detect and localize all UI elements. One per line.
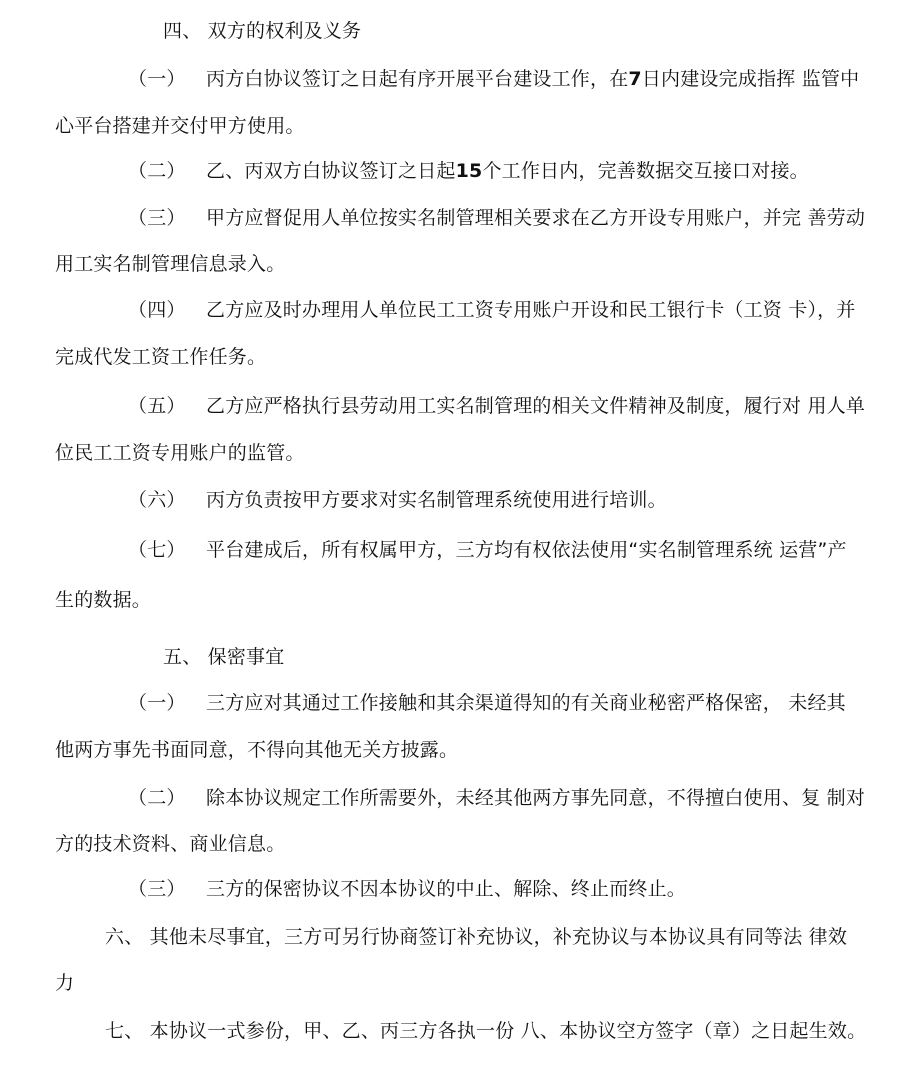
clause-number: （五） [128,395,186,417]
clause-5-1-line-2: 他两方事先书面同意，不得向其他无关方披露。 [55,739,459,761]
clause-number: （六） [128,489,186,511]
clause-4-1-line-2: 心平台搭建并交付甲方使用。 [55,115,305,137]
clause-4-7-line-1: （七） 平台建成后，所有权属甲方，三方均有权依法使用“实名制管理系统 运营”产 [128,539,847,561]
section-4-heading: 四、 双方的权利及义务 [163,20,362,42]
section-6-line-1: 六、 其他未尽事宜，三方可另行协商签订补充协议，补充协议与本协议具有同等法 律效 [105,926,848,948]
clause-number: （二） [128,787,186,809]
clause-number: （七） [128,539,186,561]
clause-4-2-line-1: （二） 乙、丙双方白协议签订之日起15个工作日内，完善数据交互接口对接。 [128,160,809,182]
clause-number: （四） [128,299,186,321]
section-7-line-1: 七、 本协议一式参份，甲、乙、丙三方各执一份 八、本协议空方签字（章）之日起生效。 [105,1020,867,1042]
clause-4-3-line-1: （三） 甲方应督促用人单位按实名制管理相关要求在乙方开设专用账户，并完 善劳动 [128,207,866,229]
clause-4-5-line-2: 位民工工资专用账户的监管。 [55,442,305,464]
section-5-heading: 五、 保密事宜 [163,646,285,668]
clause-4-6-line-1: （六） 丙方负责按甲方要求对实名制管理系统使用进行培训。 [128,489,667,511]
clause-4-7-line-2: 生的数据。 [55,589,152,611]
clause-number: （一） [128,68,186,90]
clause-number: （三） [128,878,186,900]
clause-4-5-line-1: （五） 乙方应严格执行县劳动用工实名制管理的相关文件精神及制度，履行对 用人单 [128,395,866,417]
clause-5-2-line-2: 方的技术资料、商业信息。 [55,833,286,855]
clause-number: （三） [128,207,186,229]
clause-5-3-line-1: （三） 三方的保密协议不因本协议的中止、解除、终止而终止。 [128,878,687,900]
clause-4-4-line-2: 完成代发工资工作任务。 [55,346,267,368]
clause-4-4-line-1: （四） 乙方应及时办理用人单位民工工资专用账户开设和民工银行卡（工资 卡），并 [128,299,856,321]
clause-4-1-line-1: （一） 丙方白协议签订之日起有序开展平台建设工作，在7日内建设完成指挥 监管中 [128,68,860,90]
clause-number: （二） [128,160,186,182]
clause-number: （一） [128,692,186,714]
clause-5-2-line-1: （二） 除本协议规定工作所需要外，未经其他两方事先同意，不得擅白使用、复 制对 [128,787,866,809]
section-6-line-2: 力 [55,972,75,994]
clause-4-3-line-2: 用工实名制管理信息录入。 [55,253,286,275]
clause-5-1-line-1: （一） 三方应对其通过工作接触和其余渠道得知的有关商业秘密严格保密， 未经其 [128,692,846,714]
